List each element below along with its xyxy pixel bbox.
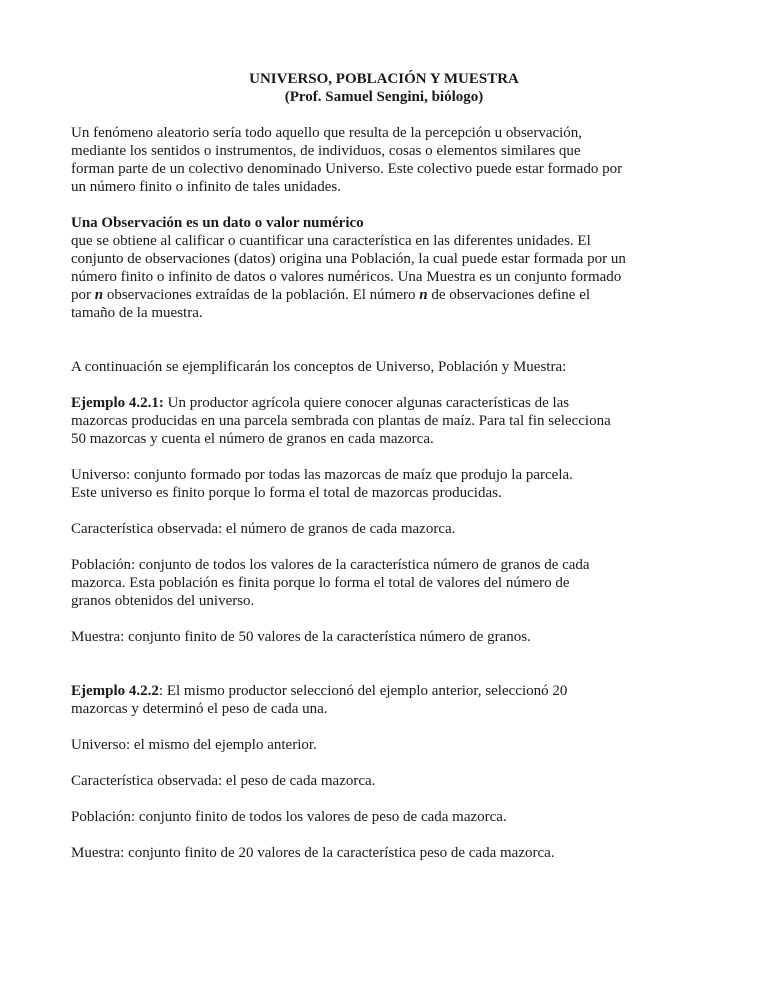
paragraph-line: tamaño de la muestra. bbox=[71, 305, 203, 321]
paragraph-line: conjunto de observaciones (datos) origina una Población, la cual puede estar formada por un bbox=[71, 251, 626, 267]
caracteristica-line: Característica observada: el número de granos de cada mazorca. bbox=[71, 521, 456, 537]
n-symbol: n bbox=[94, 287, 104, 303]
ejemplo-1: Ejemplo 4.2.1: Un productor agrícola quiere conocer algunas características de las mazorcas producidas en una parcela sembrada con plantas de maíz. Para tal fin selecciona 50 mazorcas y cuenta el número de granos en cada mazorca. Universo: conjunto formado por todas las mazorcas de maíz que produjo la parcela. Este universo es finito porque lo forma el total de mazorcas producidas. Característica observada: el número de granos de cada mazorca. Población: conjunto de todos los valores de la característica número de granos de cada mazorca. Esta población es finita porque lo forma el total de valores del número de granos obtenidos del universo. Muestra: conjunto finito de 50 valores de la característica número de granos. bbox=[71, 394, 671, 646]
observacion-paragraph bbox=[71, 214, 671, 322]
poblacion-line: Población: conjunto de todos los valores de la característica número de granos de cada bbox=[71, 557, 590, 573]
paragraph-line: 50 mazorcas y cuenta el número de granos en cada mazorca. bbox=[71, 431, 434, 447]
observacion-heading: Una Observación es un dato o valor numérico bbox=[71, 215, 364, 231]
continuacion-paragraph: A continuación se ejemplificarán los conceptos de Universo, Población y Muestra: bbox=[71, 359, 567, 375]
paragraph-line: mazorcas producidas en una parcela sembrada con plantas de maíz. Para tal fin selecciona bbox=[71, 413, 611, 429]
poblacion-line: Población: conjunto finito de todos los valores de peso de cada mazorca. bbox=[71, 809, 507, 825]
muestra-line: Muestra: conjunto finito de 20 valores de la característica peso de cada mazorca. bbox=[71, 845, 555, 861]
universo-line: Este universo es finito porque lo forma el total de mazorcas producidas. bbox=[71, 485, 502, 501]
poblacion-line: granos obtenidos del universo. bbox=[71, 593, 255, 609]
poblacion-line: mazorca. Esta población es finita porque lo forma el total de valores del número de bbox=[71, 575, 570, 591]
paragraph-line: mediante los sentidos o instrumentos, de individuos, cosas o elementos similares que bbox=[71, 143, 581, 159]
universo-line: Universo: conjunto formado por todas las mazorcas de maíz que produjo la parcela. bbox=[71, 467, 573, 483]
n-symbol: n bbox=[419, 287, 428, 303]
paragraph-line: Un fenómeno aleatorio sería todo aquello que resulta de la percepción u observación, bbox=[71, 125, 583, 141]
ejemplo-2: Ejemplo 4.2.2: El mismo productor seleccionó del ejemplo anterior, seleccionó 20 mazorcas y determinó el peso de cada una. Universo: el mismo del ejemplo anterior. Característica observada: el peso de cada mazorca. Población: conjunto finito de todos los valores de peso de cada mazorca. Muestra: conjunto finito de 20 valores de la característica peso de cada mazorca. bbox=[71, 682, 671, 862]
paragraph-line: número finito o infinito de datos o valores numéricos. Una Muestra es un conjunto formado bbox=[71, 269, 622, 285]
title-line: UNIVERSO, POBLACIÓN Y MUESTRA bbox=[249, 71, 519, 87]
intro-paragraph bbox=[71, 124, 671, 196]
caracteristica-line: Característica observada: el peso de cada mazorca. bbox=[71, 773, 376, 789]
paragraph-line: forman parte de un colectivo denominado Universo. Este colectivo puede estar formado por bbox=[71, 161, 623, 177]
paragraph-line: mazorcas y determinó el peso de cada una. bbox=[71, 701, 328, 717]
muestra-line: Muestra: conjunto finito de 50 valores de la característica número de granos. bbox=[71, 629, 531, 645]
document-title bbox=[0, 70, 768, 106]
ejemplo-2-label: Ejemplo 4.2.2 bbox=[71, 683, 159, 699]
author-line: (Prof. Samuel Sengini, biólogo) bbox=[284, 89, 484, 105]
paragraph-line: por n observaciones extraídas de la población. El número n de observaciones define el bbox=[71, 287, 591, 303]
universo-line: Universo: el mismo del ejemplo anterior. bbox=[71, 737, 317, 753]
paragraph-line: un número finito o infinito de tales unidades. bbox=[71, 179, 341, 195]
document-body bbox=[71, 124, 671, 862]
paragraph-line: que se obtiene al calificar o cuantificar una característica en las diferentes unidades. El bbox=[71, 233, 591, 249]
ejemplo-1-label: Ejemplo 4.2.1: bbox=[71, 395, 164, 411]
